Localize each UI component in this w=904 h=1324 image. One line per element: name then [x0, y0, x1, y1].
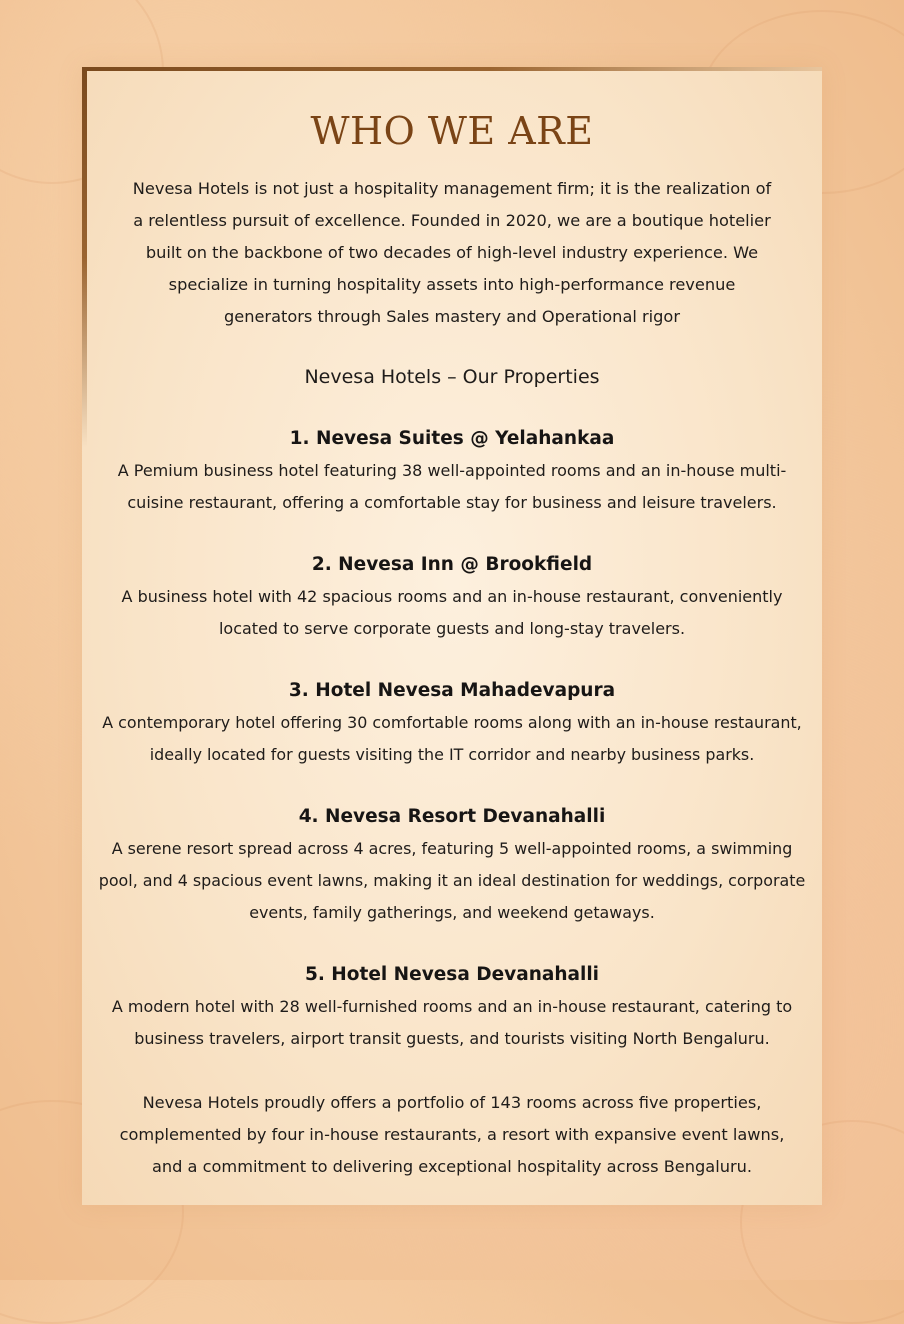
page-content: [90, 67, 814, 1183]
property-item: [90, 801, 814, 929]
property-description: A Pemium business hotel featuring 38 well-appointed rooms and an in-house multi-cuisine restaurant, offering a comfortable stay for business and leisure travelers.: [117, 461, 787, 512]
property-item: [90, 423, 814, 519]
property-description: A contemporary hotel offering 30 comfortable rooms along with an in-house restaurant, ideally located for guests visiting the IT corridor and nearby business parks.: [102, 713, 802, 764]
property-item: [90, 959, 814, 1055]
frame-left-border: [82, 67, 87, 447]
closing-paragraph: Nevesa Hotels proudly offers a portfolio of 143 rooms across five properties, complemented by four in-house restaurants, a resort with expansive event lawns, and a commitment to delivering exceptional hospitality across Bengaluru.: [119, 1093, 785, 1176]
property-item: [90, 675, 814, 771]
property-description: A business hotel with 42 spacious rooms and an in-house restaurant, conveniently located to serve corporate guests and long-stay travelers.: [121, 587, 783, 638]
property-name: 3. Hotel Nevesa Mahadevapura: [288, 680, 616, 701]
property-item: [90, 549, 814, 645]
property-name: 4. Nevesa Resort Devanahalli: [298, 806, 606, 827]
property-name: 2. Nevesa Inn @ Brookfield: [311, 554, 593, 575]
properties-heading: Nevesa Hotels – Our Properties: [304, 366, 600, 388]
property-name: 1. Nevesa Suites @ Yelahankaa: [289, 428, 615, 449]
page-title: WHO WE ARE: [310, 109, 594, 153]
intro-paragraph: Nevesa Hotels is not just a hospitality management firm; it is the realization of a relentless pursuit of excellence. Founded in 2020, we are a boutique hotelier built on the backbone of two decades of high-level industry experience. We specialize in turning hospitality assets into high-performance revenue generators through Sales mastery and Operational rigor: [132, 179, 772, 326]
property-name: 5. Hotel Nevesa Devanahalli: [304, 964, 600, 985]
property-description: A serene resort spread across 4 acres, featuring 5 well-appointed rooms, a swimming pool, and 4 spacious event lawns, making it an ideal destination for weddings, corporate events, family gatherings, and weekend getaways.: [98, 839, 806, 922]
property-description: A modern hotel with 28 well-furnished rooms and an in-house restaurant, catering to business travelers, airport transit guests, and tourists visiting North Bengaluru.: [111, 997, 793, 1048]
